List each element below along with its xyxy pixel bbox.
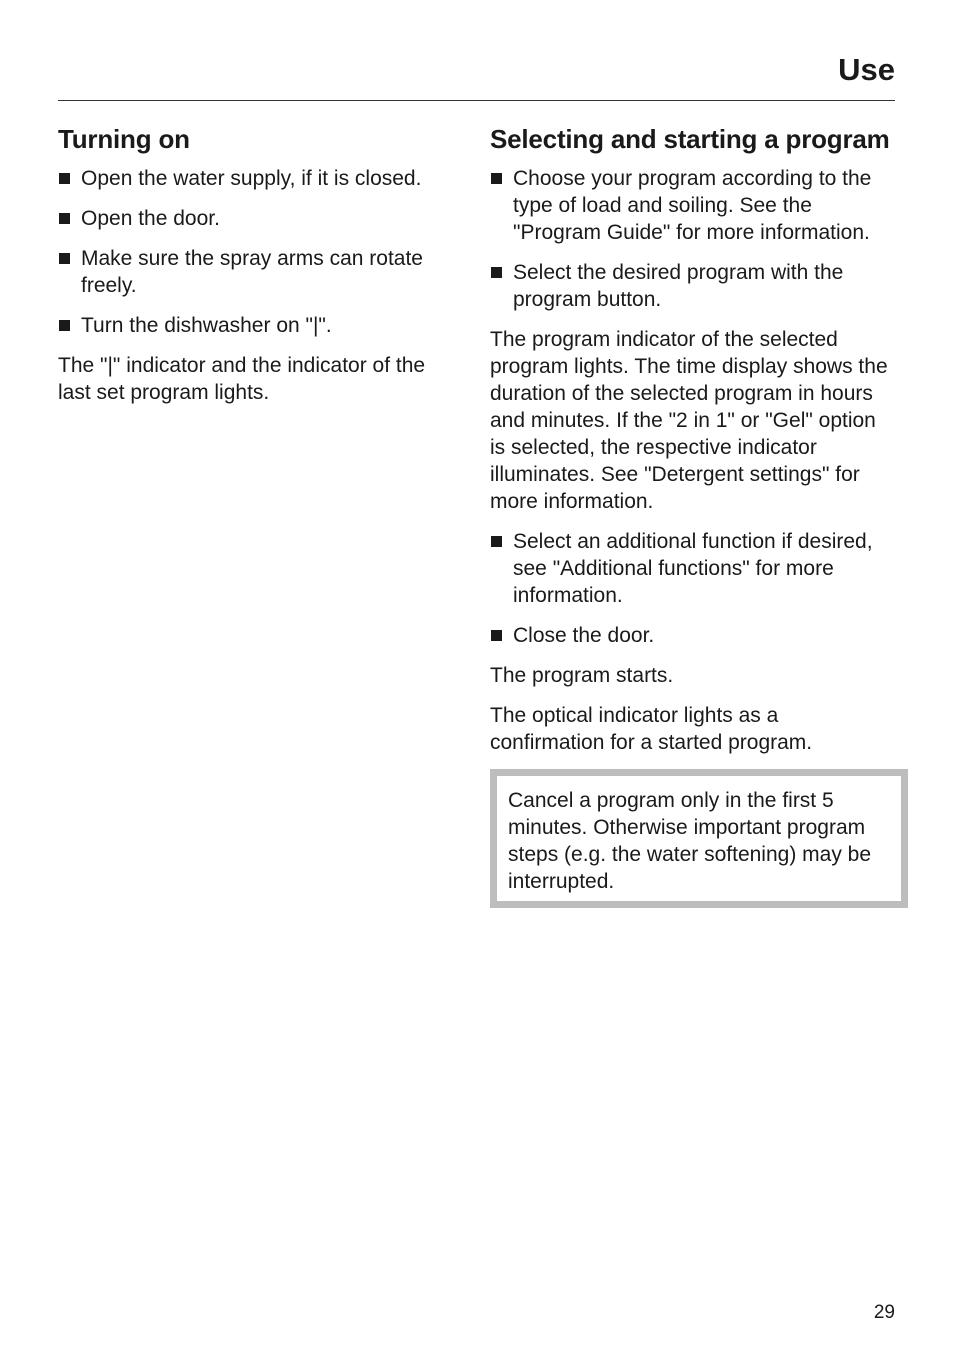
optical-indicator-paragraph: The optical indicator lights as a confirmation for a started program. xyxy=(490,704,813,754)
turning-on-steps xyxy=(58,165,463,339)
step-text: Open the door. xyxy=(81,207,220,230)
square-bullet-icon xyxy=(491,173,502,184)
list-item xyxy=(58,205,463,232)
left-column xyxy=(58,123,463,419)
note-box xyxy=(490,769,908,908)
selecting-program-steps-b xyxy=(490,528,896,649)
list-item xyxy=(490,259,896,313)
step-text: Make sure the spray arms can rotate freely. xyxy=(81,247,423,297)
square-bullet-icon xyxy=(491,536,502,547)
list-item xyxy=(58,312,463,339)
selecting-program-heading: Selecting and starting a program xyxy=(490,124,890,154)
step-text: Turn the dishwasher on "|". xyxy=(81,314,332,337)
square-bullet-icon xyxy=(491,630,502,641)
section-title: Use xyxy=(838,52,895,87)
square-bullet-icon xyxy=(59,320,70,331)
program-indicator-paragraph: The program indicator of the selected program lights. The time display shows the duration of the selected program in hours and minutes. If the "2 in 1" or "Gel" option is selected, the respective indicator illuminates. See "Detergent settings" for more information. xyxy=(490,328,888,513)
header-rule xyxy=(58,100,895,101)
right-column xyxy=(490,123,896,908)
square-bullet-icon xyxy=(59,213,70,224)
list-item xyxy=(490,165,896,246)
step-text: Select the desired program with the program button. xyxy=(513,261,844,311)
list-item xyxy=(490,528,896,609)
step-text: Close the door. xyxy=(513,624,655,647)
square-bullet-icon xyxy=(491,267,502,278)
program-starts-paragraph: The program starts. xyxy=(490,664,674,687)
list-item xyxy=(490,622,896,649)
list-item xyxy=(58,165,463,192)
note-text: Cancel a program only in the first 5 minutes. Otherwise important program steps (e.g. the water softening) may be interrupted. xyxy=(508,789,872,893)
step-text: Open the water supply, if it is closed. xyxy=(81,167,422,190)
step-text: Choose your program according to the type of load and soiling. See the "Program Guide" for more information. xyxy=(513,167,872,244)
page-number: 29 xyxy=(873,1302,895,1323)
step-text: Select an additional function if desired, see "Additional functions" for more information. xyxy=(513,530,873,607)
selecting-program-steps-a xyxy=(490,165,896,313)
turning-on-heading: Turning on xyxy=(58,124,190,154)
turning-on-result: The "|" indicator and the indicator of the last set program lights. xyxy=(58,354,426,404)
square-bullet-icon xyxy=(59,253,70,264)
square-bullet-icon xyxy=(59,173,70,184)
list-item xyxy=(58,245,463,299)
